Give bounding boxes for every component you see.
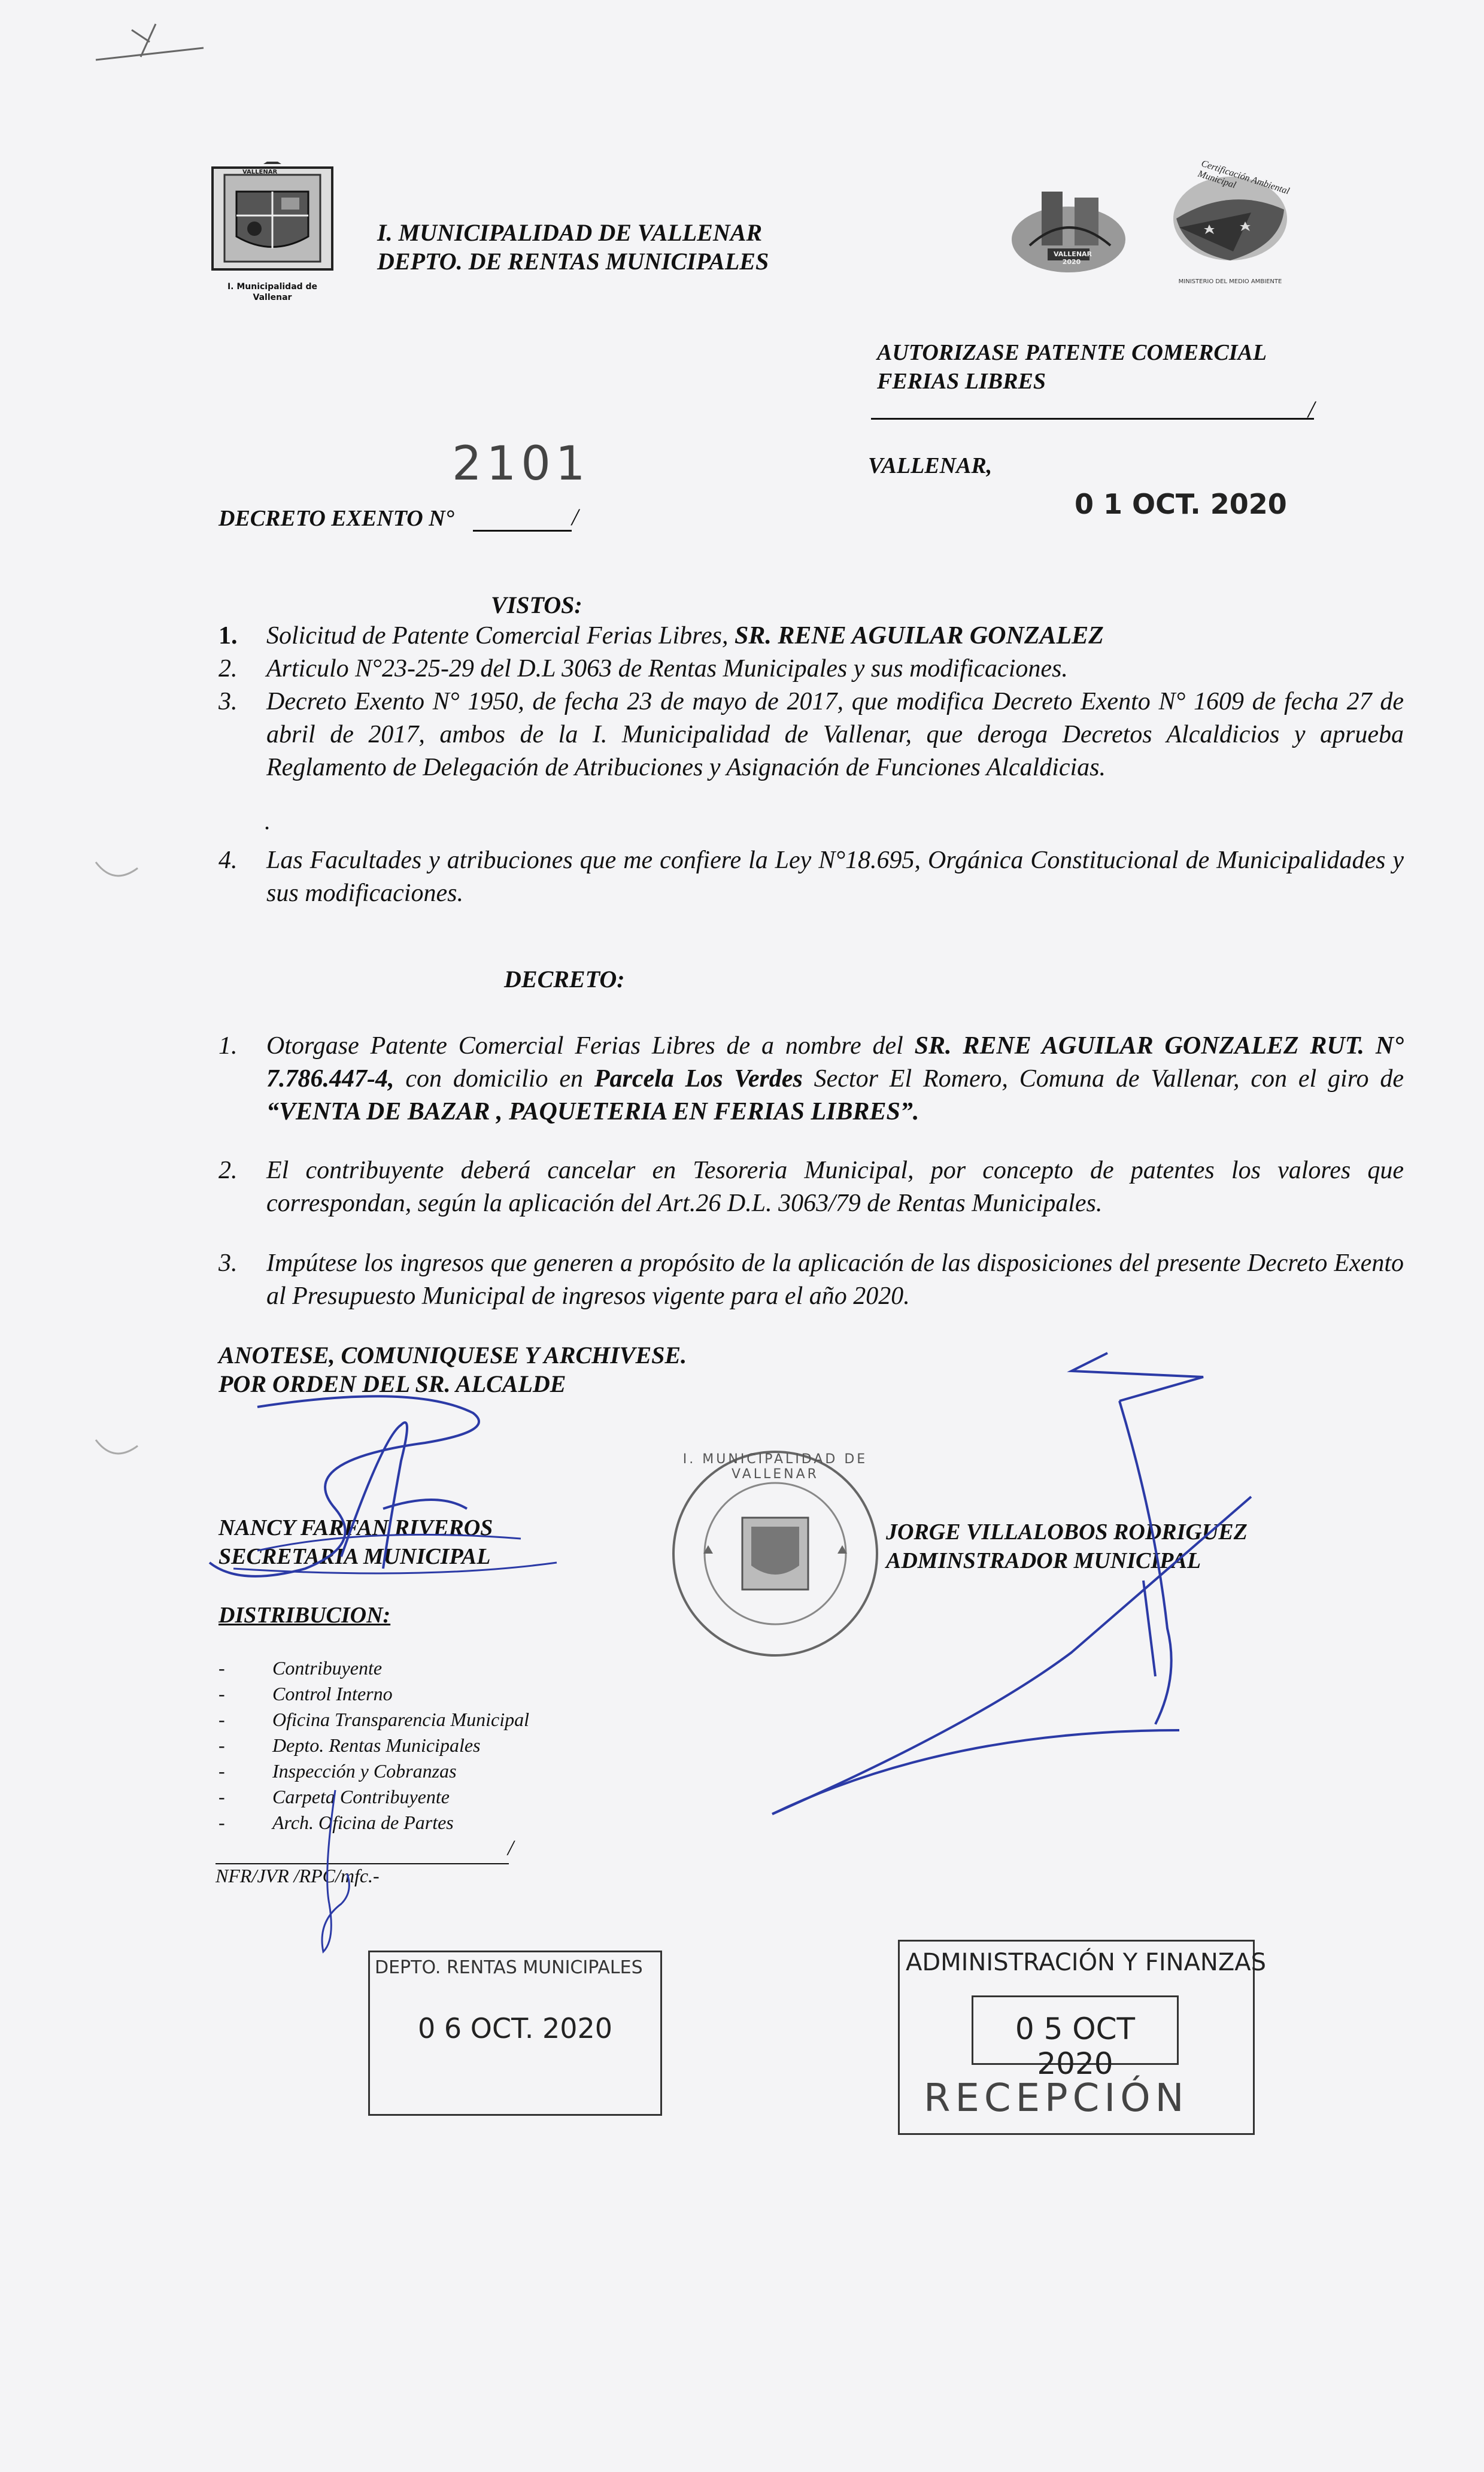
item-text: El contribuyente deberá cancelar en Tesoreria Municipal, por concepto de patentes los valores que correspondan, según la aplicación del Art.26 D.L. 3063/79 de Rentas Municipales. <box>266 1157 1404 1217</box>
decree-label: DECRETO EXENTO N° <box>218 506 454 531</box>
city-label: VALLENAR, <box>868 453 993 478</box>
item-text: Decreto Exento N° 1950, de fecha 23 de mayo de 2017, que modifica Decreto Exento N° 1609 de fecha 27 de abril de 2017, ambos de la I. Municipalidad de Vallenar, que deroga Decretos Alcaldicios y aprueba Reglamento de Delegación de Atribuciones y Asignación de Funciones Alcaldicias. <box>266 688 1404 781</box>
subject-line2: FERIAS LIBRES <box>877 369 1046 394</box>
item-text: Impútese los ingresos que generen a propósito de la aplicación de las disposiciones del presente Decreto Exento al Presupuesto Municipal de ingresos vigente para el año 2020. <box>266 1249 1404 1310</box>
environmental-certification-logo <box>1161 158 1299 293</box>
vallenar-logo-text: VALLENAR 2020 <box>1054 250 1092 266</box>
item-number: 3. <box>218 688 238 715</box>
logo-caption-line1: I. Municipalidad de <box>227 282 318 292</box>
admin-stamp-header: ADMINISTRACIÓN Y FINANZAS <box>906 1949 1267 1976</box>
right-handwritten-signature <box>736 1341 1287 1832</box>
business-activity: “VENTA DE BAZAR , PAQUETERIA EN FERIAS LIBRES”. <box>266 1098 919 1126</box>
hole-punch-mark <box>90 856 144 892</box>
seal-text: I. MUNICIPALIDAD DE VALLENAR <box>682 1452 868 1482</box>
item-number: 1. <box>218 622 238 650</box>
certification-text: Certificación Ambiental Municipal <box>1196 158 1291 197</box>
vallenar-2020-logo <box>1006 174 1131 281</box>
right-signatory-name: JORGE VILLALOBOS RODRIGUEZ <box>886 1519 1248 1545</box>
org-name: I. MUNICIPALIDAD DE VALLENAR <box>377 219 763 246</box>
item-text-part3: Sector El Romero, Comuna de Vallenar, con el giro de <box>802 1065 1404 1093</box>
distribution-slash: / <box>508 1836 514 1860</box>
item-number: 4. <box>218 847 238 874</box>
vistos-title: VISTOS: <box>491 592 582 618</box>
admin-stamp-date-box <box>972 1995 1179 2081</box>
coat-of-arms-icon <box>210 162 335 281</box>
admin-stamp-footer: RECEPCIÓN <box>924 2076 1189 2121</box>
organization-header <box>377 219 769 276</box>
decree-number-handwritten: 2101 <box>452 437 590 491</box>
item-text-part2: con domicilio en <box>394 1065 594 1093</box>
decreto-title: DECRETO: <box>504 966 625 993</box>
org-department: DEPTO. DE RENTAS MUNICIPALES <box>377 248 769 275</box>
decree-number-underline <box>473 530 572 532</box>
decree-date-stamp: 0 1 OCT. 2020 <box>1075 488 1287 520</box>
municipality-logo <box>210 162 335 311</box>
subject-slash: / <box>1308 396 1315 423</box>
logo-banner: VALLENAR <box>242 169 278 175</box>
decree-slash: / <box>572 504 579 530</box>
left-handwritten-signature <box>186 1389 617 1599</box>
closing-line2: POR ORDEN DEL SR. ALCALDE <box>218 1370 566 1397</box>
admin-reception-stamp <box>898 1940 1267 2135</box>
decree-subject <box>877 338 1267 396</box>
rentas-received-stamp <box>368 1951 662 2116</box>
item-number: 2. <box>218 655 238 683</box>
hole-punch-mark <box>90 1434 144 1470</box>
logo-caption-line2: Vallenar <box>253 293 292 302</box>
item-text: Articulo N°23-25-29 del D.L 3063 de Rentas Municipales y sus modificaciones. <box>266 655 1068 683</box>
applicant-name: SR. RENE AGUILAR GONZALEZ <box>734 622 1104 650</box>
item-number: 1. <box>218 1032 238 1060</box>
item-number: 3. <box>218 1249 238 1277</box>
admin-stamp-date: 0 5 OCT 2020 <box>1015 2012 1136 2081</box>
certification-caption: MINISTERIO DEL MEDIO AMBIENTE <box>1178 278 1282 285</box>
subject-underline <box>871 418 1314 420</box>
item-text-part1: Otorgase Patente Comercial Ferias Libres de a nombre del <box>266 1032 915 1060</box>
applicant-name-rut: SR. RENE AGUILAR GONZALEZ RUT. N° 7.786.447-4, <box>266 1032 1404 1093</box>
initials-scribble <box>299 1784 371 1964</box>
rentas-stamp-date: 0 6 OCT. 2020 <box>417 2012 613 2045</box>
address-bold: Parcela Los Verdes <box>594 1065 803 1093</box>
item-text: Solicitud de Patente Comercial Ferias Libres, <box>266 622 735 650</box>
item-number: 2. <box>218 1157 238 1184</box>
distribution-title: DISTRIBUCION: <box>218 1603 391 1628</box>
rentas-stamp-header: DEPTO. RENTAS MUNICIPALES <box>375 1957 643 1978</box>
left-signatory-title: SECRETARIA MUNICIPAL <box>218 1544 491 1569</box>
left-signatory-name: NANCY FARFAN RIVEROS <box>218 1515 493 1540</box>
stray-dot: . <box>265 808 271 835</box>
document-page: VALLENAR I. Municipalidad de Vallenar I. MUNICIPALIDAD DE VALLENAR DEPTO. DE RENTAS MUNICIPALES VALLENAR 2020 Certificación Ambiental Municipal MINISTERIO DEL MEDIO AMBIENTE AUTORIZASE PATENTE COMERCIAL FERIAS LIBRES / 2101 DECRETO EXENTO N° / VALLENAR, 0 1 OCT. 2020 VISTOS: 1. Solicitud de Patente Comercial Ferias Libres, SR. RENE AGUILAR GONZALEZ 2. Articulo N°23-25-29 del D.L 3063 de Rentas Municipales y sus modificaciones. 3. Decreto Exento N° 1950, de fecha 23 de mayo de 2017, que modifica Decreto Exento N° 1609 de fecha 27 de abril de 2017, ambos de la I. Municipalidad de Vallenar, que deroga Decretos Alcaldicios y aprueba Reglamento de Delegación de Atribuciones y Asignación de Funciones Alcaldicias. . 4. Las Facultades y atribuciones que me confiere la Ley N°18.695, Orgánica Constitucional de Municipalidades y sus modificaciones. DECRETO: 1. Otorgase Patente Comercial Ferias Libres de a nombre del SR. RENE AGUILAR GONZALEZ RUT. N° 7.786.447-4, con domicilio en Parcela Los Verdes Sector El Romero, Comuna de Vallenar, con el giro de “VENTA DE BAZAR , PAQUETERIA EN FERIAS LIBRES”. 2. El contribuyente deberá cancelar en Tesoreria Municipal, por concepto de patentes los valores que correspondan, según la aplicación del Art.26 D.L. 3063/79 de Rentas Municipales. 3. Impútese los ingresos que generen a propósito de la aplicación de las disposiciones del presente Decreto Exento al Presupuesto Municipal de ingresos vigente para el año 2020. ANOTESE, COMUNIQUESE Y ARCHIVESE. POR ORDEN DEL SR. ALCALDE NANCY FARFAN RIVEROS SECRETARIA MUNICIPAL I. MUNICIPALIDAD DE VALLENAR JORGE VILLALOBOS RODRIGUEZ ADMINSTRADOR MUNICIPAL DISTRIBUCION: - Contribuyente - Control Interno - Oficina Transparencia Municipal - Depto. Rentas Municipales - Inspección y Cobranzas - Carpeta Contribuyente - Arch. Oficina de Partes / NFR/JVR /RPC/mfc.- DEPTO. RENTAS MUNICIPALES 0 6 OCT. 2020 ADMINISTRACIÓN Y FINANZAS 0 5 OCT 2020 RECEPCIÓN <box>0 0 1484 2472</box>
pen-scribble-mark <box>84 6 216 72</box>
reference-initials: NFR/JVR /RPC/mfc.- <box>216 1865 380 1886</box>
right-signatory-title: ADMINSTRADOR MUNICIPAL <box>886 1548 1201 1573</box>
subject-line1: AUTORIZASE PATENTE COMERCIAL <box>877 340 1267 365</box>
closing-line1: ANOTESE, COMUNIQUESE Y ARCHIVESE. <box>218 1342 687 1369</box>
item-text: Las Facultades y atribuciones que me confiere la Ley N°18.695, Orgánica Constitucional de Municipalidades y sus modificaciones. <box>266 847 1404 907</box>
